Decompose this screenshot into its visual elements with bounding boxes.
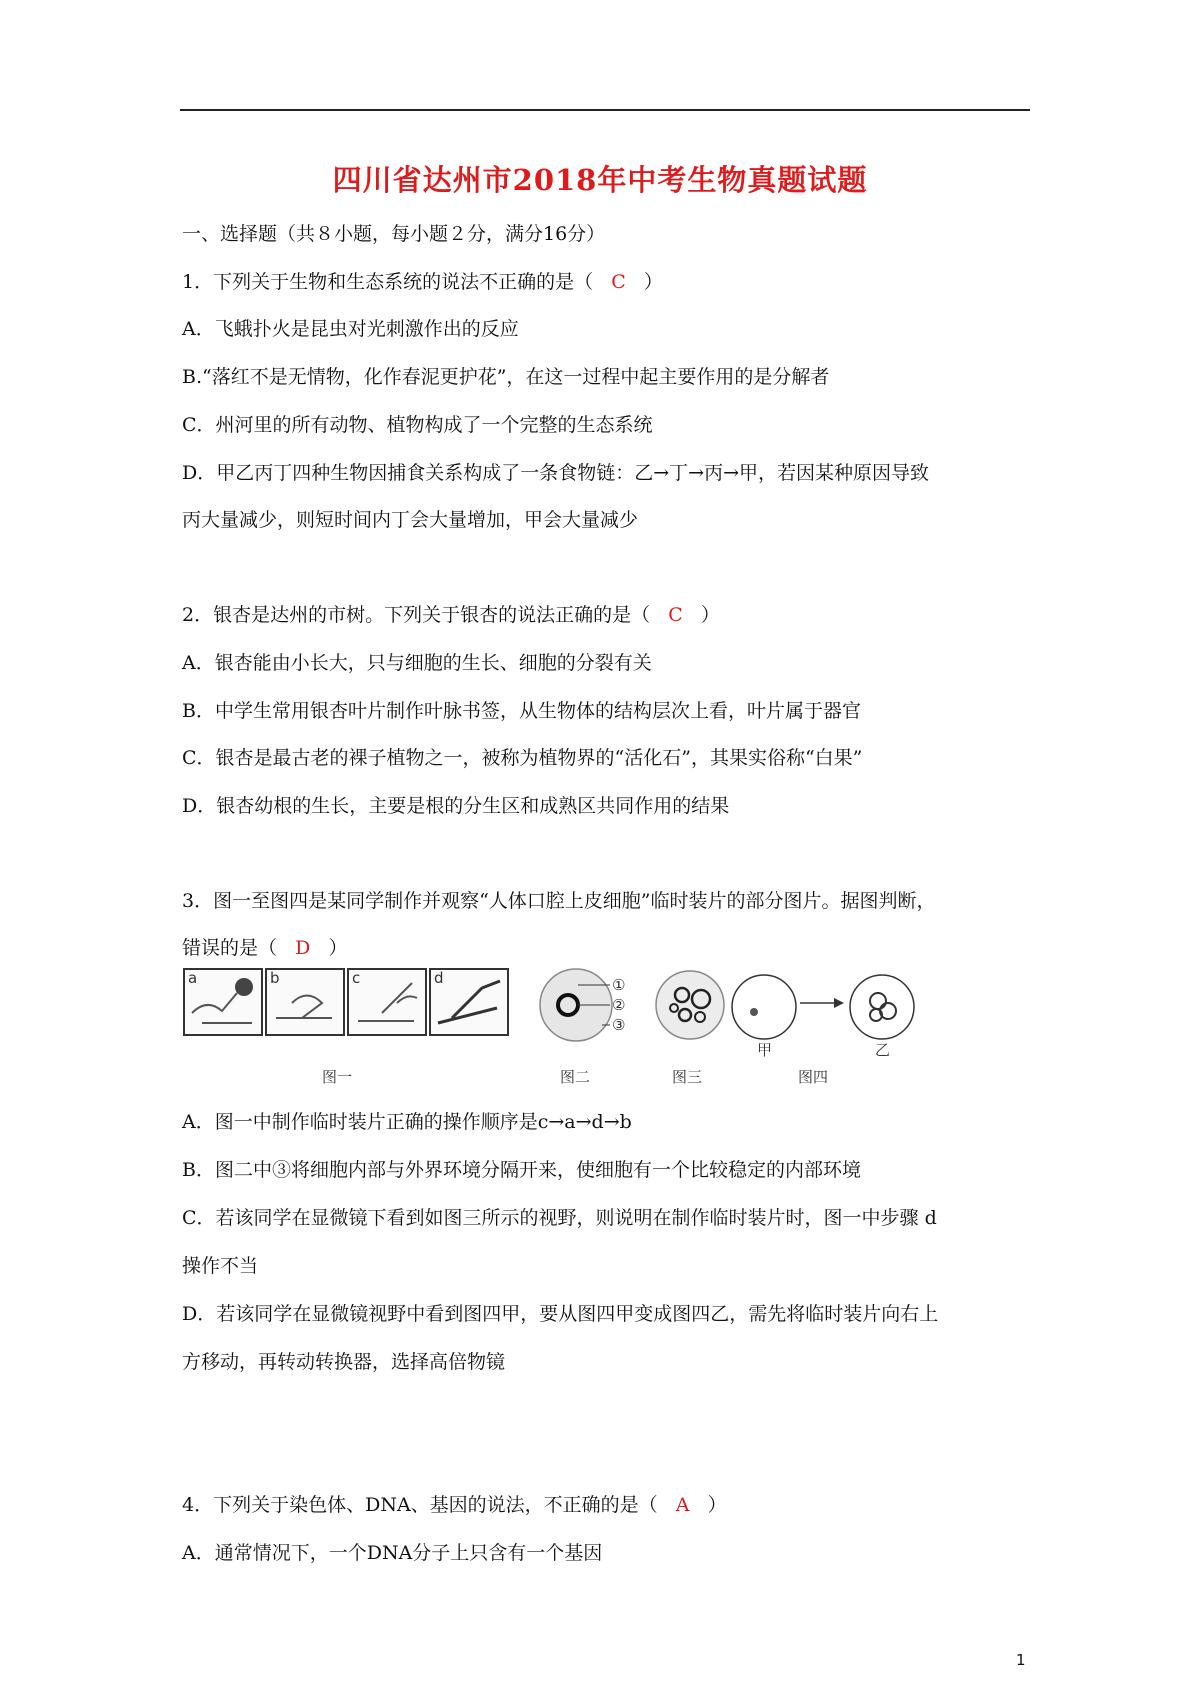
question-3-figures	[182, 963, 922, 1093]
figure-1-panel-c	[348, 969, 426, 1035]
panel-label-d: d	[434, 969, 444, 987]
question-3-option-c: C．若该同学在显微镜下看到如图三所示的视野，则说明在制作临时装片时，图一中步骤 d	[182, 1207, 937, 1229]
caption-figure-3: 图三	[672, 1068, 703, 1086]
question-1-stem: 1．下列关于生物和生态系统的说法不正确的是（ C ）	[182, 271, 663, 293]
question-3-option-d-cont: 方移动，再转动转换器，选择高倍物镜	[182, 1351, 506, 1373]
header-rule	[180, 109, 1030, 111]
page-number: 1	[1016, 1651, 1026, 1669]
question-3-option-c-cont: 操作不当	[182, 1255, 259, 1277]
question-1-option-c: C．州河里的所有动物、植物构成了一个完整的生态系统	[182, 414, 653, 436]
marker-3: ③	[612, 1016, 626, 1034]
caption-figure-2: 图二	[560, 1068, 591, 1086]
figure-1-panel-b	[266, 969, 344, 1035]
caption-figure-1: 图一	[322, 1068, 353, 1086]
question-1-option-b: B.“落红不是无情物，化作春泥更护花”，在这一过程中起主要作用的是分解者	[182, 366, 830, 388]
question-3-answer: D	[295, 937, 311, 959]
caption-figure-4: 图四	[798, 1068, 829, 1086]
question-4-option-a: A．通常情况下，一个DNA分子上只含有一个基因	[182, 1542, 603, 1564]
question-2-option-b: B．中学生常用银杏叶片制作叶脉书签，从生物体的结构层次上看，叶片属于器官	[182, 700, 861, 722]
panel-label-b: b	[270, 969, 280, 987]
question-4-answer: A	[675, 1494, 690, 1516]
marker-1: ①	[612, 976, 626, 994]
fig4-label-jia: 甲	[757, 1041, 773, 1059]
question-3-stem-cont: 错误的是（ D ）	[182, 937, 348, 959]
panel-label-c: c	[352, 969, 361, 987]
fig4-label-yi: 乙	[875, 1041, 891, 1059]
question-3-option-b: B．图二中③将细胞内部与外界环境分隔开来，使细胞有一个比较稳定的内部环境	[182, 1159, 861, 1181]
figure-4-views	[732, 975, 914, 1059]
question-2-option-d: D．银杏幼根的生长，主要是根的分生区和成熟区共同作用的结果	[182, 795, 730, 817]
question-3-stem: 3．图一至图四是某同学制作并观察“人体口腔上皮细胞”临时装片的部分图片。据图判断，	[182, 890, 936, 912]
question-3-option-a: A．图一中制作临时装片正确的操作顺序是c→a→d→b	[182, 1111, 632, 1133]
marker-2: ②	[612, 996, 626, 1014]
question-2-stem: 2．银杏是达州的市树。下列关于银杏的说法正确的是（ C ）	[182, 604, 720, 626]
question-3-option-d: D．若该同学在显微镜视野中看到图四甲，要从图四甲变成图四乙，需先将临时装片向右上	[182, 1303, 939, 1325]
question-1-answer: C	[611, 271, 626, 293]
question-1-option-a: A．飞蛾扑火是昆虫对光刺激作出的反应	[182, 318, 519, 340]
question-1-option-d: D．甲乙丙丁四种生物因捕食关系构成了一条食物链：乙→丁→丙→甲，若因某种原因导致	[182, 462, 929, 484]
question-2-option-a: A．银杏能由小长大，只与细胞的生长、细胞的分裂有关	[182, 652, 652, 674]
question-1-option-d-cont: 丙大量减少，则短时间内丁会大量增加，甲会大量减少	[182, 509, 639, 531]
figure-2-cell	[540, 969, 625, 1041]
panel-label-a: a	[188, 969, 198, 987]
section-heading: 一、选择题（共８小题，每小题２分，满分16分）	[182, 223, 606, 245]
figure-3-view	[656, 971, 724, 1039]
figure-1-panel-d	[430, 969, 508, 1035]
question-2-option-c: C．银杏是最古老的裸子植物之一，被称为植物界的“活化石”，其果实俗称“白果”	[182, 747, 863, 769]
figure-1-panel-a	[184, 969, 262, 1035]
question-2-answer: C	[668, 604, 683, 626]
question-4-stem: 4．下列关于染色体、DNA、基因的说法，不正确的是（ A ）	[182, 1494, 727, 1516]
page-title: 四川省达州市2018年中考生物真题试题	[332, 163, 868, 197]
